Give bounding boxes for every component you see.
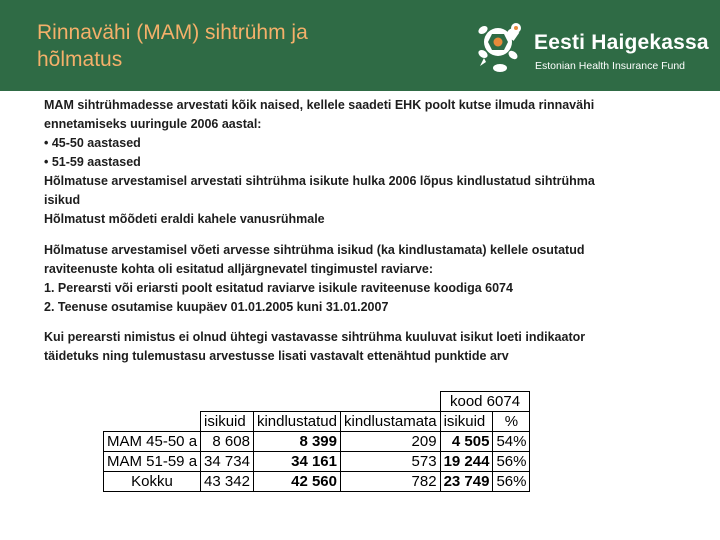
body-line: Kui perearsti nimistus ei olnud ühtegi vastavasse sihtrühma kuuluvat isikut loeti indikaator (44, 330, 586, 344)
numbered-item: 2. Teenuse osutamise kuupäev 01.01.2005 kuni 31.01.2007 (44, 300, 389, 314)
bullet-item: • 51-59 aastased (44, 155, 141, 169)
table-cell: 56% (493, 472, 530, 492)
table-cell: 209 (341, 432, 441, 452)
slide-title-line-2: hõlmatus (37, 48, 123, 71)
table-cell: 54% (493, 432, 530, 452)
table-header-row (104, 412, 530, 432)
slide-title-line-1: Rinnavähi (MAM) sihtrühm ja (37, 21, 308, 44)
body-line: Hõlmatuse arvestamisel arvestati sihtrühma isikute hulka 2006 lõpus kindlustatud sihtrühma (44, 174, 595, 188)
column-header: % (493, 412, 530, 432)
body-line: raviteenuste kohta oli esitatud alljärgnevatel tingimustel raviarve: (44, 262, 434, 276)
table-cell: 34 161 (253, 452, 340, 472)
body-line: täidetuks ning tulemustasu arvestusse lisati vastavalt ettenähtud punktide arv (44, 349, 509, 363)
column-header: isikuid (440, 412, 493, 432)
logo-subtitle: Estonian Health Insurance Fund (535, 60, 686, 72)
body-line: Hõlmatuse arvestamisel võeti arvesse sihtrühma isikud (ka kindlustamata) kellele osutatud (44, 243, 585, 257)
body-line: Hõlmatust mõõdeti eraldi kahele vanusrühmale (44, 212, 325, 226)
column-header: kindlustatud (253, 412, 340, 432)
coverage-table (103, 391, 530, 492)
row-label: Kokku (104, 472, 201, 492)
haigekassa-logo (478, 18, 709, 78)
table-cell: 43 342 (201, 472, 254, 492)
group-header-kood: kood 6074 (440, 392, 530, 412)
body-line: ennetamiseks uuringule 2006 aastal: (44, 117, 262, 131)
bullet-item: • 45-50 aastased (44, 136, 141, 150)
slide-header (0, 0, 720, 91)
table-row (104, 452, 530, 472)
slide-body (44, 96, 694, 366)
row-label: MAM 51-59 a (104, 452, 201, 472)
body-line: MAM sihtrühmadesse arvestati kõik naised, kellele saadeti EHK poolt kutse ilmuda rinnavähi (44, 98, 595, 112)
table-cell: 34 734 (201, 452, 254, 472)
table-row (104, 472, 530, 492)
table-cell: 573 (341, 452, 441, 472)
table-cell: 56% (493, 452, 530, 472)
table-cell: 8 399 (253, 432, 340, 452)
slide-title (37, 19, 308, 73)
table-cell: 42 560 (253, 472, 340, 492)
table-cell: 782 (341, 472, 441, 492)
table-cell: 19 244 (440, 452, 493, 472)
table-cell: 23 749 (440, 472, 493, 492)
table-cell: 8 608 (201, 432, 254, 452)
table-row (104, 432, 530, 452)
body-line: isikud (44, 193, 81, 207)
column-header: isikuid (201, 412, 254, 432)
table-cell: 4 505 (440, 432, 493, 452)
table-group-header-row (104, 392, 530, 412)
column-header: kindlustamata (341, 412, 441, 432)
turtle-emblem-icon (478, 18, 534, 76)
logo-name: Eesti Haigekassa (534, 31, 709, 54)
row-label: MAM 45-50 a (104, 432, 201, 452)
numbered-item: 1. Perearsti või eriarsti poolt esitatud raviarve isikule raviteenuse koodiga 6074 (44, 281, 513, 295)
